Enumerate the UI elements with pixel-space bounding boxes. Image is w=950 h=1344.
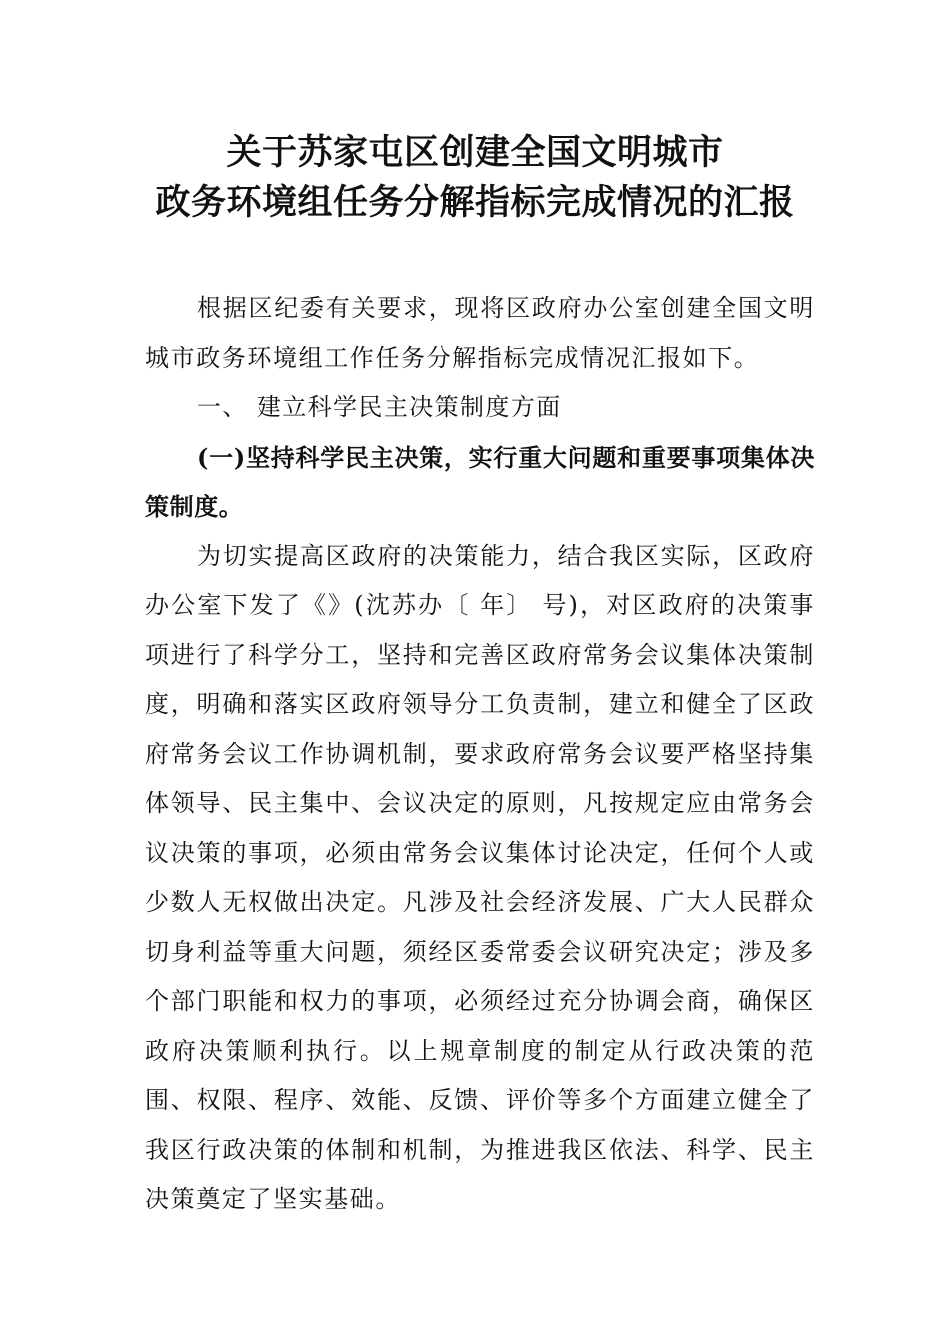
section-1-heading: 一、 建立科学民主决策制度方面 (197, 393, 562, 421)
subsection-1-body: 为切实提高区政府的决策能力，结合我区实际，区政府办公室下发了《》(沈苏办〔 年〕 号)，对区政府的决策事项进行了科学分工，坚持和完善区政府常务会议集体决策制度，明确和落实区政府领导分工负责制，建立和健全了区政府常务会议工作协调机制，要求政府常务会议要严格坚持集体领导、民主集中、会议决定的原则，凡按规定应由常务会议决策的事项，必须由常务会议集体讨论决定，任何个人或少数人无权做出决定。凡涉及社会经济发展、广大人民群众切身利益等重大问题，须经区委常委会议研究决定；涉及多个部门职能和权力的事项，必须经过充分协调会商，确保区政府决策顺利执行。以上规章制度的制定从行政决策的范围、权限、程序、效能、反馈、评价等多个方面建立健全了我区行政决策的体制和机制，为推进我区依法、科学、民主决策奠定了坚实基础。 (145, 541, 815, 1213)
document-title-line-1: 关于苏家屯区创建全国文明城市 (226, 132, 724, 173)
intro-paragraph: 根据区纪委有关要求，现将区政府办公室创建全国文明城市政务环境组工作任务分解指标完成情况汇报如下。 (145, 294, 815, 372)
subsection-1-heading: (一)坚持科学民主决策，实行重大问题和重要事项集体决策制度。 (145, 442, 815, 521)
document-body (145, 284, 815, 1225)
document-title-line-2: 政务环境组任务分解指标完成情况的汇报 (155, 182, 795, 223)
